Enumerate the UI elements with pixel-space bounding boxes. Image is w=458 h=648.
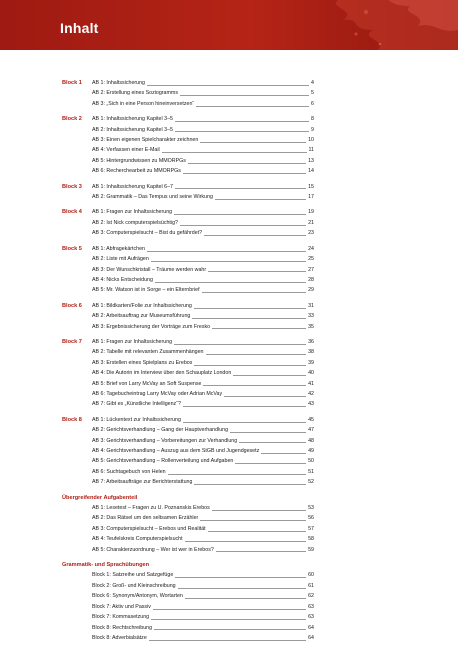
toc-entry-title: AB 3: Computerspielsucht – Erebos und Realität	[92, 525, 206, 532]
dot-leader	[261, 453, 306, 454]
toc-entry	[92, 244, 314, 254]
toc-entry-title: AB 5: Charakterzuordnung – Wer ist wer in Erebos?	[92, 546, 214, 553]
toc-entry-page: 51	[308, 468, 314, 475]
toc-entry-page: 56	[308, 515, 314, 522]
toc-entry	[92, 182, 314, 192]
toc-entry	[92, 275, 314, 285]
toc-entry	[92, 228, 314, 238]
toc-entry-title: AB 3: Der Wunschkristall – Träume werden wahr	[92, 266, 207, 273]
dot-leader	[185, 541, 307, 542]
toc-entry-title: AB 6: Recherchearbeit zu MMORPGs	[92, 168, 181, 175]
toc-entry-page: 4	[311, 80, 314, 86]
toc-entry-title: AB 2: Arbeitsauftrag zur Museumsführung	[92, 313, 191, 320]
dot-leader	[183, 422, 306, 423]
dot-leader	[147, 85, 309, 86]
toc-entry-title: AB 2: Das Rätsel um den seltsamen Erzähler	[92, 515, 199, 522]
toc-entry	[92, 581, 314, 591]
toc-entry	[92, 337, 314, 347]
toc-entry	[92, 166, 314, 176]
toc-entry-title: Block 8: Adverbialsätze	[92, 634, 147, 641]
toc-entry	[92, 135, 314, 145]
toc-entry-page: 5	[311, 90, 314, 97]
toc-entry-title: AB 1: Lesetest – Fragen zu U. Poznanskis Erebos	[92, 505, 210, 512]
toc-entry	[92, 612, 314, 622]
dot-leader	[192, 318, 306, 319]
toc-entry	[92, 436, 314, 446]
toc-entry	[92, 78, 314, 88]
page-title: Inhalt	[60, 20, 99, 36]
brush-splash-decoration	[318, 0, 458, 50]
dot-leader	[162, 152, 307, 153]
toc-block	[62, 415, 314, 488]
toc-entry-title: Block 2: Groß- und Kleinschreibung	[92, 582, 176, 589]
toc-entry-title: AB 3: Computerspielsucht – Bist du gefährdet?	[92, 230, 203, 237]
toc-entry	[92, 207, 314, 217]
toc-entry	[92, 534, 314, 544]
toc-block	[62, 182, 314, 203]
toc-entry-page: 39	[308, 359, 314, 366]
toc-entry-page: 43	[308, 401, 314, 408]
toc-entry	[92, 192, 314, 202]
block-label: Block 8	[62, 416, 82, 423]
toc-entry	[92, 591, 314, 601]
block-entries	[92, 337, 314, 410]
toc-entry-page: 49	[308, 448, 314, 454]
block-label: Block 6	[62, 302, 82, 309]
toc-block	[62, 337, 314, 410]
dot-leader	[147, 251, 306, 252]
toc-entry-page: 64	[308, 634, 314, 641]
toc-entry	[92, 425, 314, 435]
toc-entry	[92, 545, 314, 555]
dot-leader	[212, 510, 306, 511]
toc-entry-page: 13	[308, 157, 314, 164]
toc-entry-page: 28	[308, 276, 314, 283]
dot-leader	[239, 442, 306, 443]
toc-entry	[92, 415, 314, 425]
toc-entry-title: AB 2: Erstellung eines Soziogramms	[92, 90, 178, 97]
toc-entry-page: 36	[308, 338, 314, 345]
block-entries	[92, 301, 314, 332]
toc-entry-title: AB 4: Verfassen einer E-Mail	[92, 147, 160, 154]
block-label: Block 4	[62, 209, 82, 216]
dot-leader	[154, 629, 306, 630]
page-header	[0, 0, 458, 50]
dot-leader	[180, 95, 309, 96]
dot-leader	[175, 577, 306, 578]
dot-leader	[200, 520, 306, 521]
toc-entry-title: AB 4: Nicks Entscheidung	[92, 276, 153, 283]
toc-entry	[92, 88, 314, 98]
toc-entry-title: AB 3: „Sich in eine Person hineinversetzen“	[92, 100, 195, 107]
toc-entry-page: 53	[308, 505, 314, 512]
section-title: Übergreifender Aufgabenteil	[62, 494, 138, 501]
dot-leader	[233, 375, 306, 376]
dot-leader	[175, 188, 306, 189]
toc-entry	[92, 301, 314, 311]
block-label: Block 2	[62, 116, 82, 123]
toc-entry	[92, 114, 314, 124]
toc-entry-page: 27	[308, 266, 314, 273]
block-entries	[92, 244, 314, 296]
block-entries	[92, 415, 314, 488]
toc-section	[62, 560, 314, 643]
toc-block	[62, 78, 314, 109]
toc-entry	[92, 99, 314, 109]
toc-entry-title: Block 7: Aktiv und Passiv	[92, 603, 151, 610]
toc-entry-title: AB 1: Inhaltssicherung Kapitel 6–7	[92, 183, 173, 190]
dot-leader	[200, 142, 306, 143]
toc-entry-title: AB 7: Arbeitsaufträge zur Berichterstattung	[92, 479, 193, 486]
toc-block	[62, 114, 314, 176]
dot-leader	[212, 328, 306, 329]
toc-entry	[92, 399, 314, 409]
toc-entry-page: 64	[308, 624, 314, 631]
toc-entry-page: 29	[308, 287, 314, 294]
toc-entry-page: 59	[308, 546, 314, 553]
toc-entry	[92, 145, 314, 155]
dot-leader	[183, 406, 306, 407]
dot-leader	[196, 106, 309, 107]
toc-entry-page: 33	[308, 313, 314, 320]
toc-entry-title: AB 6: Tagebucheintrag Larry McVay oder Adrian McVay	[92, 390, 223, 397]
toc-entry	[92, 602, 314, 612]
toc-block	[62, 244, 314, 296]
toc-entry-page: 45	[308, 416, 314, 423]
block-entries	[92, 182, 314, 203]
toc-entry	[92, 524, 314, 534]
toc-entry-page: 62	[308, 593, 314, 600]
dot-leader	[230, 432, 306, 433]
toc-entry	[92, 285, 314, 295]
dot-leader	[180, 225, 306, 226]
toc-entry-title: AB 2: Tabelle mit relevanten Zusammenhängen	[92, 349, 204, 356]
toc-entry-page: 61	[308, 582, 314, 589]
toc-entry	[92, 623, 314, 633]
toc-entry-page: 52	[308, 479, 314, 486]
dot-leader	[235, 463, 306, 464]
toc-entry-title: AB 5: Brief von Larry McVay an Soft Suspense	[92, 380, 202, 387]
toc-entry-title: AB 1: Fragen zur Inhaltssicherung	[92, 338, 173, 345]
toc-entry-title: Block 6: Synonym/Antonym, Wortarten	[92, 593, 183, 600]
toc-entry-title: AB 4: Gerichtsverhandlung – Auszug aus dem StGB und Jugendgesetz	[92, 448, 260, 454]
toc-entry-title: AB 1: Fragen zur Inhaltssicherung	[92, 209, 173, 216]
toc-entry-title: AB 6: Suchtagebuch von Helen	[92, 468, 166, 475]
toc-entry-page: 15	[308, 183, 314, 190]
toc-entry-title: AB 1: Lückentext zur Inhaltssicherung	[92, 416, 181, 423]
dot-leader	[194, 365, 306, 366]
toc-entry-page: 35	[308, 323, 314, 330]
dot-leader	[149, 640, 306, 641]
toc-entry	[92, 265, 314, 275]
toc-entry	[92, 347, 314, 357]
dot-leader	[202, 292, 307, 293]
block-entries	[92, 207, 314, 238]
toc-entry-page: 17	[308, 194, 314, 201]
toc-entry-title: AB 3: Ergebnissicherung der Vorträge zum Fresko	[92, 323, 211, 330]
toc-entry-title: Block 1: Satzreihe und Satzgefüge	[92, 572, 174, 579]
toc-block	[62, 207, 314, 238]
toc-entry	[92, 456, 314, 466]
dot-leader	[224, 396, 306, 397]
toc-entry	[92, 503, 314, 513]
toc-entry-page: 23	[308, 230, 314, 237]
toc-entry-page: 19	[308, 209, 314, 216]
dot-leader	[203, 385, 306, 386]
toc-entry-title: AB 7: Gibt es „Künstliche Intelligenz“?	[92, 401, 181, 408]
toc-entry-page: 58	[308, 536, 314, 543]
toc-entry-page: 14	[308, 168, 314, 175]
toc-entry-title: AB 4: Teufelskreis Computerspielsucht	[92, 536, 183, 543]
dot-leader	[174, 214, 306, 215]
dot-leader	[174, 344, 306, 345]
toc-entry	[92, 446, 314, 456]
toc-entry-page: 41	[308, 380, 314, 387]
toc-block	[62, 301, 314, 332]
toc-entry-title: AB 3: Einen eigenen Spielcharakter zeichnen	[92, 137, 199, 144]
toc-entry-page: 63	[308, 603, 314, 610]
dot-leader	[208, 271, 306, 272]
toc-entry-page: 24	[308, 245, 314, 252]
toc-entry-page: 9	[311, 126, 314, 133]
dot-leader	[204, 235, 306, 236]
dot-leader	[194, 484, 306, 485]
block-entries	[92, 114, 314, 176]
toc-entry-page: 31	[308, 302, 314, 309]
toc-entry	[92, 311, 314, 321]
toc-entry-page: 25	[308, 256, 314, 263]
dot-leader	[216, 551, 306, 552]
block-entries	[92, 78, 314, 109]
toc-entry-title: AB 5: Mr. Watson ist in Sorge – ein Elternbrief	[92, 287, 200, 294]
block-label: Block 5	[62, 245, 82, 252]
section-entries	[62, 503, 314, 555]
block-label: Block 3	[62, 183, 82, 190]
section-title: Grammatik- und Sprachübungen	[62, 562, 150, 569]
toc-entry-title: AB 2: Ist Nick computerspielsüchtig?	[92, 219, 178, 226]
toc-entry-title: AB 5: Gerichtsverhandlung – Rollenverteilung und Aufgaben	[92, 458, 234, 465]
dot-leader	[175, 121, 309, 122]
dot-leader	[151, 619, 306, 620]
toc-entry-page: 57	[308, 525, 314, 532]
dot-leader	[188, 163, 306, 164]
toc-entry-page: 50	[308, 458, 314, 465]
toc-entry-title: AB 2: Inhaltssicherung Kapitel 3–5	[92, 126, 173, 133]
toc-entry	[92, 570, 314, 580]
toc-entry-title: AB 2: Gerichtsverhandlung – Gang der Hauptverhandlung	[92, 427, 229, 434]
toc-entry	[92, 322, 314, 332]
toc-entry	[92, 254, 314, 264]
toc-entry-title: AB 2: Grammatik – Das Tempus und seine Wirkung	[92, 194, 213, 201]
dot-leader	[175, 131, 309, 132]
toc-entry	[92, 477, 314, 487]
toc-entry-title: AB 1: Abfragekärtchen	[92, 245, 146, 252]
dot-leader	[178, 588, 306, 589]
toc-entry	[92, 125, 314, 135]
toc-entry-page: 63	[308, 614, 314, 621]
dot-leader	[215, 199, 306, 200]
toc-entry	[92, 218, 314, 228]
dot-leader	[185, 598, 306, 599]
toc-entry-page: 47	[308, 427, 314, 434]
toc-entry-page: 21	[308, 219, 314, 226]
toc-entry-title: Block 7: Kommasetzung	[92, 614, 150, 621]
toc-entry-title: AB 2: Liste mit Aufrägen	[92, 256, 149, 263]
dot-leader	[206, 354, 307, 355]
dot-leader	[155, 282, 306, 283]
dot-leader	[183, 173, 306, 174]
dot-leader	[208, 531, 306, 532]
toc-entry	[92, 379, 314, 389]
toc-entry-page: 60	[308, 572, 314, 579]
toc-entry	[92, 633, 314, 643]
toc-entry	[92, 358, 314, 368]
toc-entry-title: AB 3: Erstellen eines Spielplans zu Erebos	[92, 359, 193, 366]
toc-entry-page: 40	[308, 370, 314, 377]
block-label: Block 7	[62, 338, 82, 345]
toc-entry-title: AB 4: Die Autorin im Interview über den Schauplatz London	[92, 370, 232, 377]
toc-entry	[92, 467, 314, 477]
toc-entry-page: 6	[311, 100, 314, 107]
dot-leader	[151, 261, 306, 262]
toc-entry-page: 48	[308, 437, 314, 444]
toc-entry-page: 38	[308, 349, 314, 356]
toc-entry-title: AB 1: Inhaltssicherung	[92, 80, 145, 86]
toc-entry	[92, 513, 314, 523]
toc-entry	[92, 389, 314, 399]
toc-entry-title: Block 8: Rechtschreibung	[92, 624, 153, 631]
toc-section	[62, 493, 314, 555]
toc-entry-title: AB 5: Hintergrundwissen zu MMORPGs	[92, 157, 186, 164]
toc-entry	[92, 156, 314, 166]
toc-entry-title: AB 3: Gerichtsverhandlung – Vorbereitungen zur Verhandlung	[92, 437, 238, 444]
section-entries	[62, 570, 314, 643]
block-label: Block 1	[62, 80, 82, 86]
dot-leader	[194, 308, 306, 309]
dot-leader	[168, 474, 306, 475]
toc-entry-page: 8	[311, 116, 314, 123]
table-of-contents	[62, 78, 314, 648]
toc-entry-page: 11	[308, 147, 314, 154]
toc-entry	[92, 368, 314, 378]
toc-entry-title: AB 1: Bildkarten/Folie zur Inhaltssicherung	[92, 302, 192, 309]
toc-entry-page: 42	[308, 390, 314, 397]
dot-leader	[153, 609, 306, 610]
toc-entry-page: 10	[308, 137, 314, 144]
toc-entry-title: AB 1: Inhaltssicherung Kapitel 3–5	[92, 116, 173, 123]
